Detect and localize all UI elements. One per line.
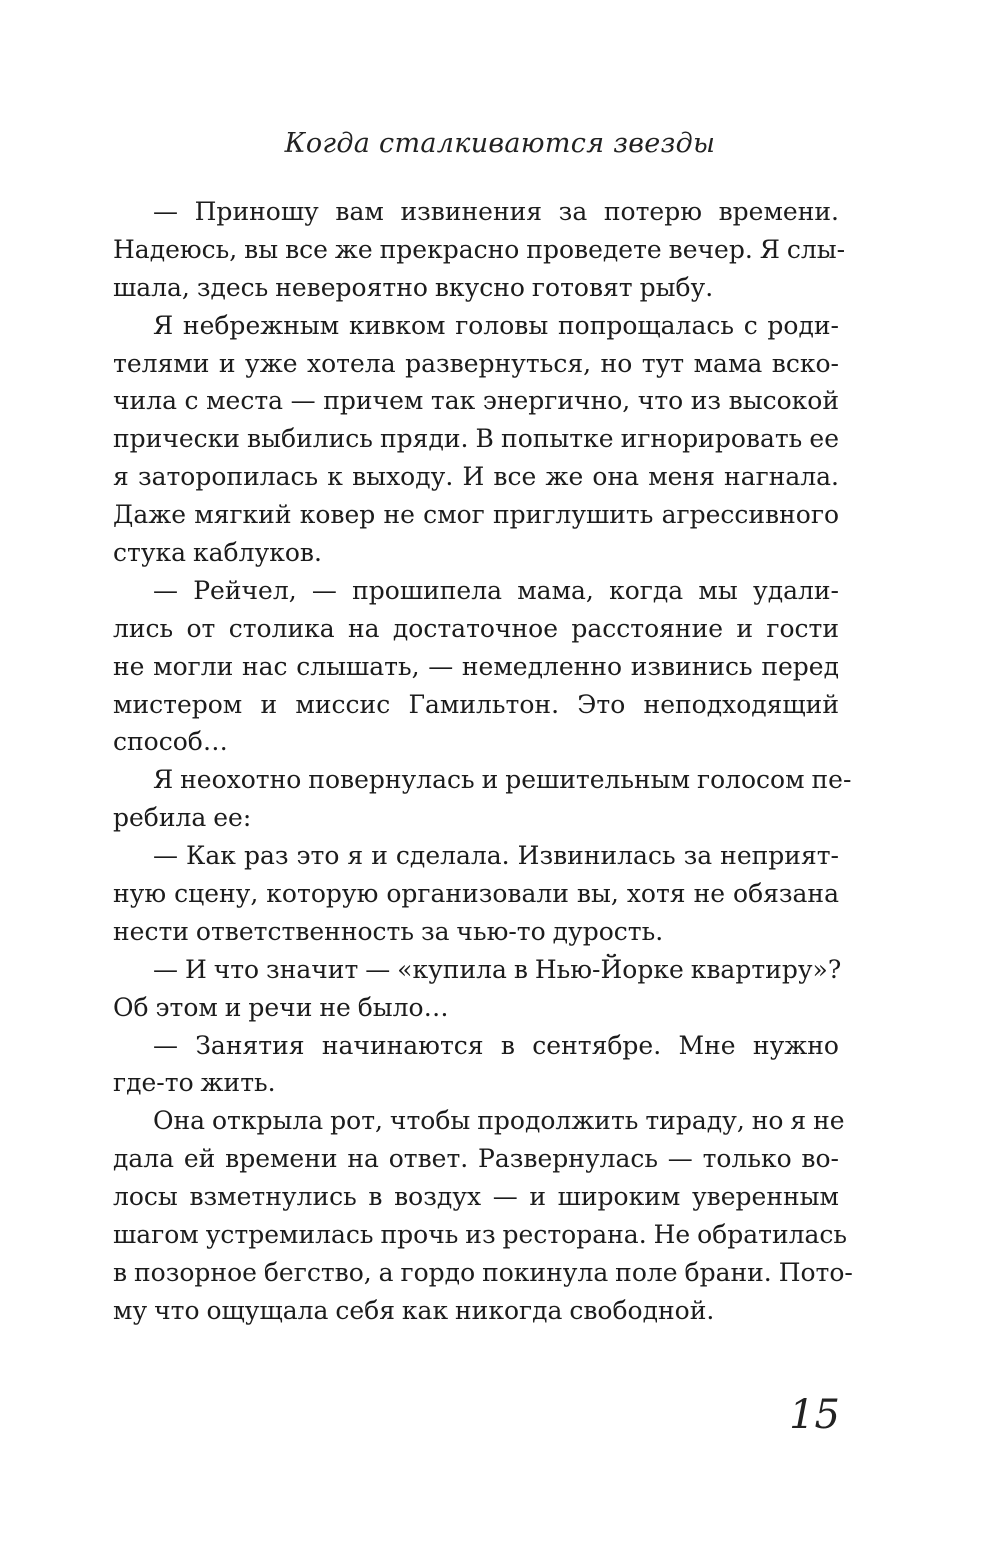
text-line: шала, здесь невероятно вкусно готовят рыбу. bbox=[113, 272, 714, 302]
text-line: — И что значит — «купила в Нью-Йорке квартиру»? bbox=[153, 954, 842, 984]
text-line: Я небрежным кивком головы попрощалась с роди- bbox=[153, 310, 839, 340]
text-line: не могли нас слышать, — немедленно извинись перед bbox=[113, 651, 839, 681]
body-text bbox=[113, 193, 853, 1330]
text-line: лосы взметнулись в воздух — и широким уверенным bbox=[113, 1182, 839, 1212]
text-line: ребила ее: bbox=[113, 803, 252, 833]
text-line: прически выбились пряди. В попытке игнорировать ее bbox=[113, 424, 839, 454]
running-header: Когда сталкиваются звезды bbox=[284, 128, 716, 159]
text-line: Даже мягкий ковер не смог приглушить агрессивного bbox=[113, 500, 839, 530]
text-line: я заторопилась к выходу. И все же она меня нагнала. bbox=[113, 462, 839, 492]
text-line: — Приношу вам извинения за потерю времени. bbox=[153, 197, 839, 226]
text-line: — Занятия начинаются в сентябре. Мне нужно bbox=[153, 1030, 839, 1060]
text-line: в позорное бегство, а гордо покинула поле брани. Пото- bbox=[113, 1257, 853, 1287]
page-number: 15 bbox=[789, 1392, 840, 1438]
text-line: Она открыла рот, чтобы продолжить тираду, но я не bbox=[153, 1106, 845, 1136]
text-line: Об этом и речи не было… bbox=[113, 992, 449, 1022]
text-line: способ… bbox=[113, 727, 228, 757]
text-line: стука каблуков. bbox=[113, 538, 322, 568]
text-line: Надеюсь, вы все же прекрасно проведете вечер. Я слы- bbox=[113, 234, 846, 264]
text-line: дала ей времени на ответ. Развернулась — только во- bbox=[113, 1144, 839, 1174]
text-line: телями и уже хотела развернуться, но тут мама вско- bbox=[113, 348, 839, 378]
text-line: нести ответственность за чью-то дурость. bbox=[113, 916, 664, 946]
text-line: ную сцену, которую организовали вы, хотя не обязана bbox=[113, 879, 839, 909]
text-line: шагом устремилась прочь из ресторана. Не обратилась bbox=[113, 1220, 848, 1250]
text-line: где-то жить. bbox=[113, 1068, 276, 1098]
text-line: мистером и миссис Гамильтон. Это неподходящий bbox=[113, 689, 839, 719]
text-line: чила с места — причем так энергично, что из высокой bbox=[113, 386, 839, 416]
text-line: — Как раз это я и сделала. Извинилась за неприят- bbox=[153, 841, 839, 871]
text-line: му что ощущала себя как никогда свободной. bbox=[113, 1295, 715, 1325]
text-line: Я неохотно повернулась и решительным голосом пе- bbox=[153, 765, 852, 795]
text-line: — Рейчел, — прошипела мама, когда мы удали- bbox=[153, 575, 839, 605]
text-line: лись от столика на достаточное расстояние и гости bbox=[113, 613, 839, 643]
